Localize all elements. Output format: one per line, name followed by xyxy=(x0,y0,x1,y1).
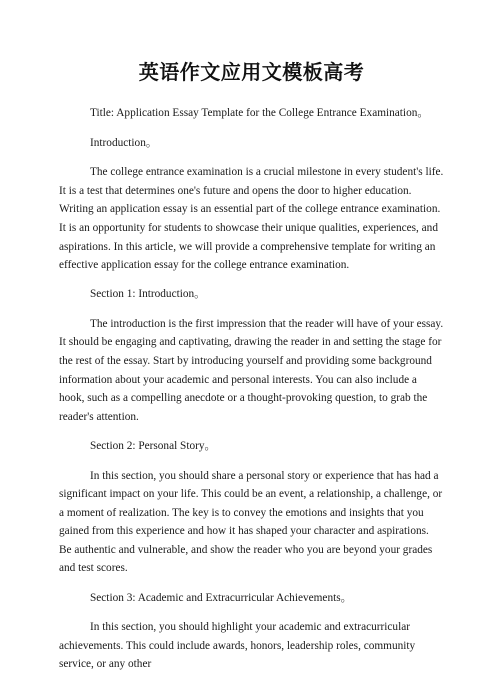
section-1-paragraph: The introduction is the first impression that the reader will have of your essay. It should be engaging and captivating, drawing the reader in and setting the stage for the rest of the essay. Start by introducing yourself and providing some background information about your academic and personal interests. You can also include a hook, such as a compelling anecdote or a thought-provoking question, to grab the reader's attention. xyxy=(59,317,444,423)
document-body xyxy=(59,104,444,674)
introduction-paragraph: The college entrance examination is a crucial milestone in every student's life. It is a test that determines one's future and opens the door to higher education. Writing an application essay is an essential part of the college entrance examination. It is an opportunity for students to showcase their unique qualities, experiences, and aspirations. In this article, we will provide a comprehensive template for writing an effective application essay for the college entrance examination. xyxy=(59,166,444,272)
introduction-heading: Introduction。 xyxy=(90,136,158,149)
document-title: 英语作文应用文模板高考 xyxy=(138,60,365,84)
section-3-heading: Section 3: Academic and Extracurricular Achievements。 xyxy=(90,591,352,604)
section-1-heading: Section 1: Introduction。 xyxy=(90,288,206,301)
essay-title-line: Title: Application Essay Template for the College Entrance Examination。 xyxy=(90,107,429,119)
section-2-heading: Section 2: Personal Story。 xyxy=(90,439,216,452)
section-2-paragraph: In this section, you should share a personal story or experience that has had a significant impact on your life. This could be an event, a relationship, a challenge, or a moment of realization. The key is to convey the emotions and insights that you gained from this experience and how it has shaped your character and aspirations. Be authentic and vulnerable, and show the reader who you are beyond your grades and test scores. xyxy=(59,469,443,575)
section-3-paragraph: In this section, you should highlight your academic and extracurricular achievements. This could include awards, honors, leadership roles, community service, or any other xyxy=(59,621,416,671)
